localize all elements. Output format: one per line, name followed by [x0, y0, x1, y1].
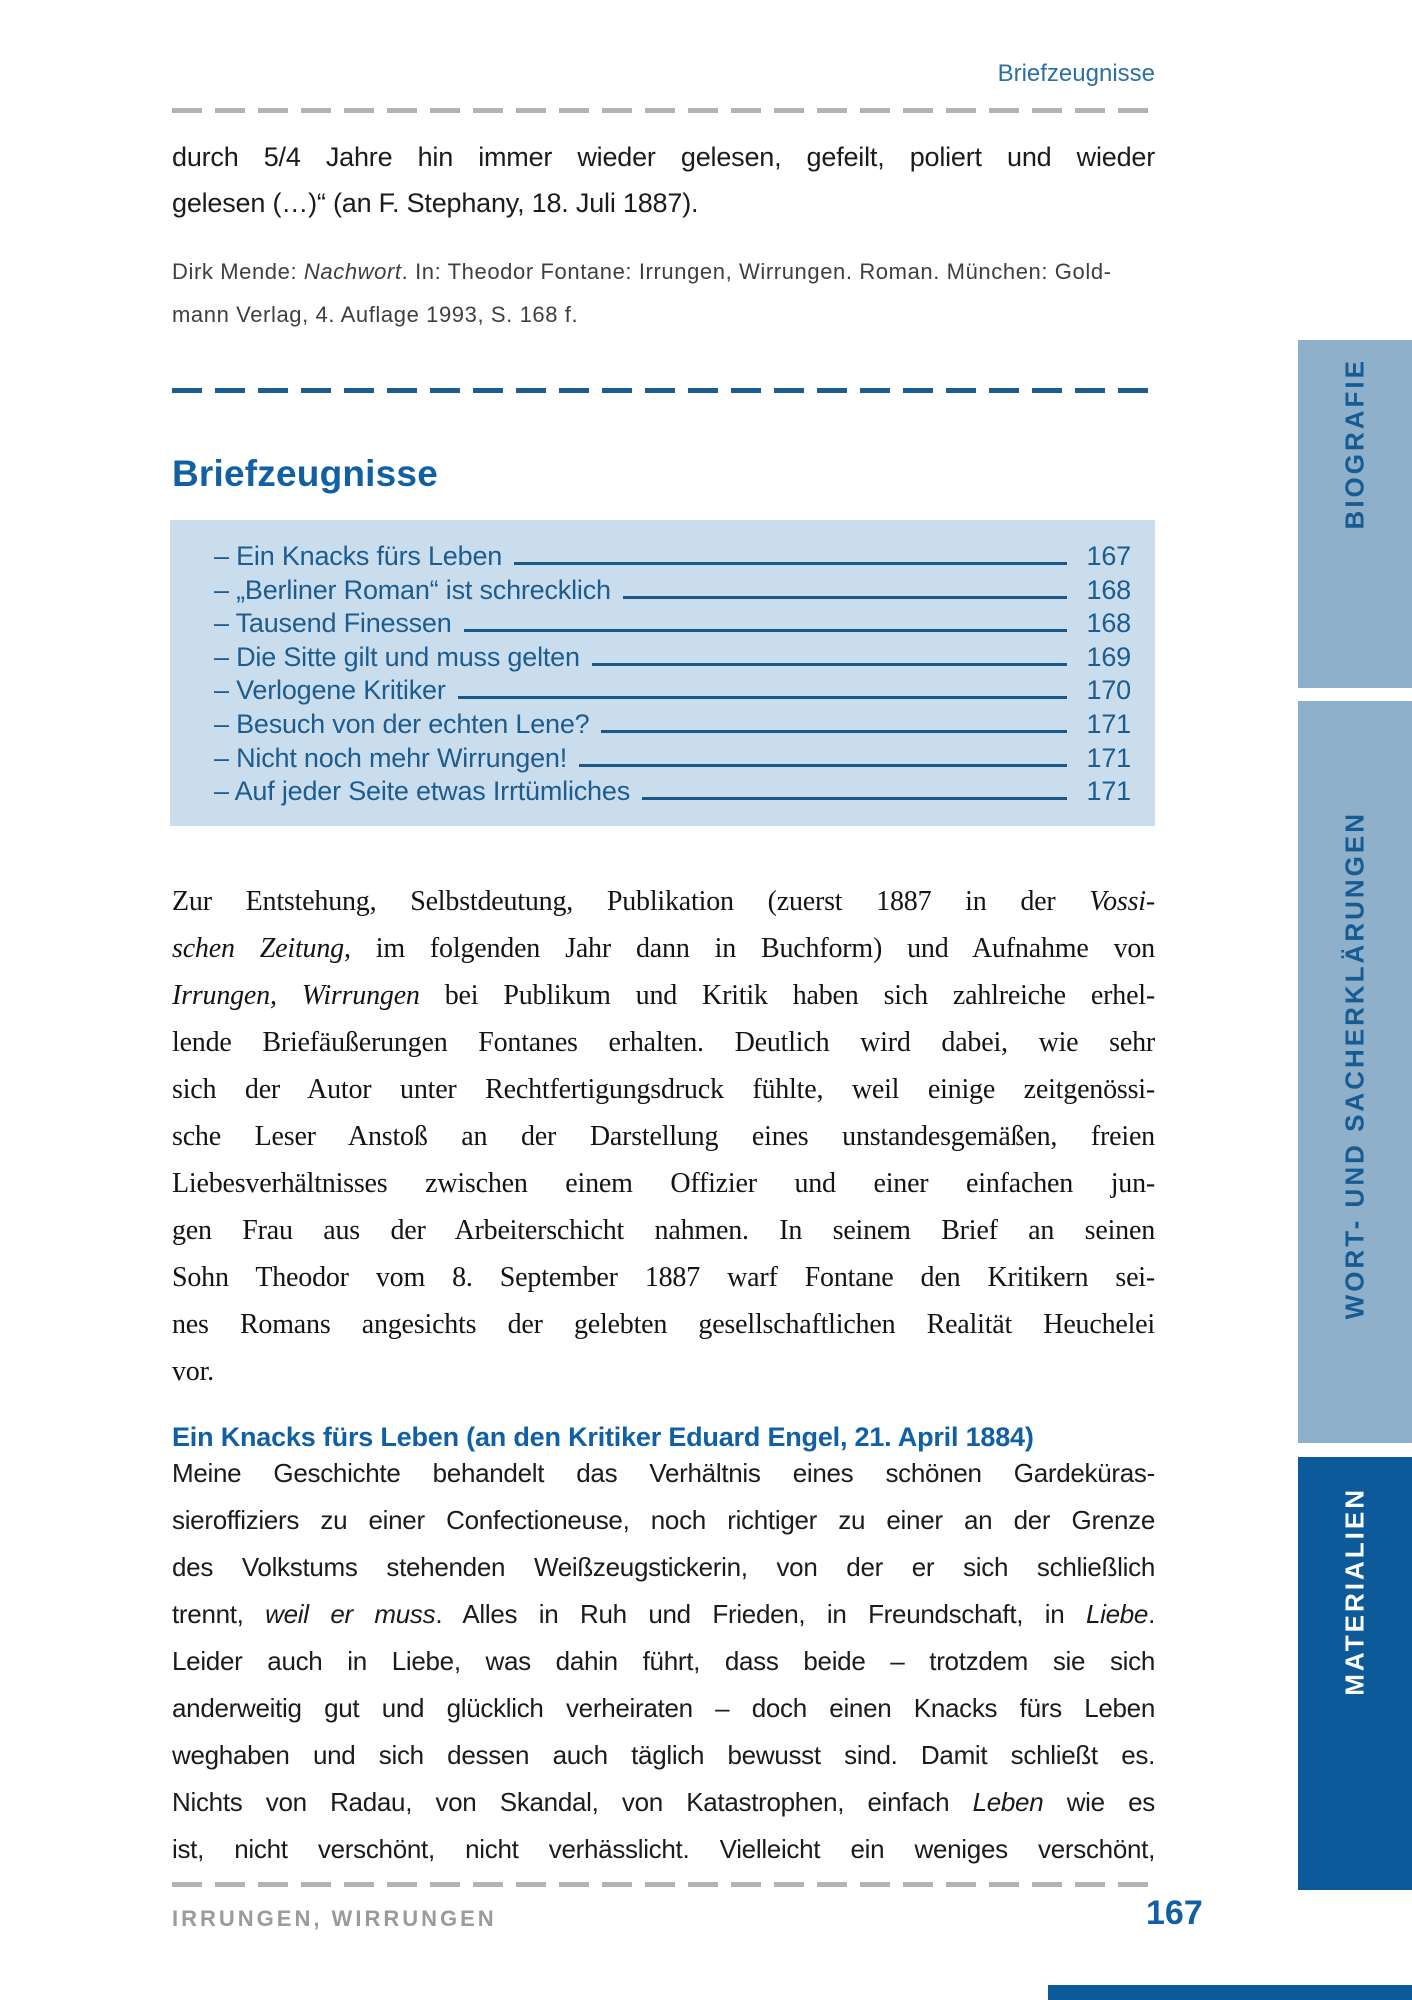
bottom-edge-bar: [1048, 1985, 1412, 2000]
text-line: Leider auch in Liebe, was dahin führt, dass beide – trotzdem sie sich: [172, 1646, 1155, 1676]
text-line: sich der Autor unter Rechtfertigungsdruck fühlte, weil einige zeitgenössi-: [172, 1074, 1155, 1105]
toc-leader-line: [592, 663, 1067, 666]
footer-page-number: 167: [1146, 1894, 1203, 1932]
text-line: vor.: [172, 1356, 214, 1387]
text-line: Nichts von Radau, von Skandal, von Katastrophen, einfach Leben wie es: [172, 1787, 1155, 1817]
toc-entry[interactable]: [214, 776, 1131, 810]
toc-entry[interactable]: [214, 709, 1131, 743]
quote-continuation-paragraph: [172, 134, 1155, 226]
text-line: Zur Entstehung, Selbstdeutung, Publikation (zuerst 1887 in der Vossi-: [172, 886, 1155, 917]
toc-entry[interactable]: [214, 575, 1131, 609]
toc-entry-page: 168: [1086, 608, 1131, 639]
text-line: anderweitig gut und glücklich verheiraten – doch einen Knacks fürs Leben: [172, 1693, 1155, 1723]
toc-entry[interactable]: [214, 608, 1131, 642]
sidebar-tab-label: MATERIALIEN: [1339, 1487, 1370, 1696]
letter-heading: Ein Knacks fürs Leben (an den Kritiker Eduard Engel, 21. April 1884): [172, 1422, 1034, 1453]
divider-dashed-bottom: [172, 1882, 1155, 1887]
footer-book-title: IRRUNGEN, WIRRUNGEN: [172, 1906, 497, 1931]
toc-entry-label: – „Berliner Roman“ ist schrecklich: [214, 574, 611, 605]
toc-entry-label: – Verlogene Kritiker: [214, 675, 446, 706]
toc-entry-label: – Die Sitte gilt und muss gelten: [214, 641, 580, 672]
sidebar-tab-label: WORT- UND SACHERKLÄRUNGEN: [1339, 811, 1370, 1320]
text-line: Meine Geschichte behandelt das Verhältnis eines schönen Gardeküras-: [172, 1458, 1155, 1488]
toc-entry-page: 171: [1086, 776, 1131, 807]
divider-dashed-top: [172, 108, 1155, 113]
text-line: durch 5/4 Jahre hin immer wieder gelesen, gefeilt, poliert und wieder: [172, 142, 1155, 172]
sidebar-tab-wort-und-sacherklaerungen[interactable]: [1298, 701, 1412, 1443]
running-head: Briefzeugnisse: [997, 60, 1155, 87]
text-line: lende Briefäußerungen Fontanes erhalten. Deutlich wird dabei, wie sehr: [172, 1027, 1155, 1058]
toc-entry-page: 168: [1086, 574, 1131, 605]
intro-paragraph: [172, 878, 1155, 1395]
text-line: gen Frau aus der Arbeiterschicht nahmen. In seinem Brief an seinen: [172, 1215, 1155, 1246]
sidebar-tab-label: BIOGRAFIE: [1339, 358, 1370, 530]
text-line: sieroffiziers zu einer Confectioneuse, noch richtiger zu einer an der Grenze: [172, 1505, 1155, 1535]
letter-body-paragraph: [172, 1450, 1155, 1873]
toc-leader-line: [642, 797, 1067, 800]
toc-entry-page: 171: [1086, 742, 1131, 773]
text-line: trennt, weil er muss. Alles in Ruh und Frieden, in Freundschaft, in Liebe.: [172, 1599, 1155, 1629]
text-line: Liebesverhältnisses zwischen einem Offizier und einer einfachen jun-: [172, 1168, 1155, 1199]
toc-entry-page: 171: [1086, 708, 1131, 739]
text-line: Sohn Theodor vom 8. September 1887 warf Fontane den Kritikern sei-: [172, 1262, 1155, 1293]
text-line: ist, nicht verschönt, nicht verhässlicht. Vielleicht ein weniges verschönt,: [172, 1834, 1155, 1864]
toc-leader-line: [623, 596, 1067, 599]
text-line: schen Zeitung, im folgenden Jahr dann in Buchform) und Aufnahme von: [172, 933, 1155, 964]
toc-entry[interactable]: [214, 675, 1131, 709]
sidebar-tab-biografie[interactable]: [1298, 340, 1412, 688]
text-line: mann Verlag, 4. Auflage 1993, S. 168 f.: [172, 302, 579, 327]
text-line: nes Romans angesichts der gelebten gesellschaftlichen Realität Heuchelei: [172, 1309, 1155, 1340]
section-title: Briefzeugnisse: [172, 452, 438, 494]
text-line: weghaben und sich dessen auch täglich bewusst sind. Damit schließt es.: [172, 1740, 1155, 1770]
text-line: Dirk Mende: Nachwort. In: Theodor Fontane: Irrungen, Wirrungen. Roman. München: Gold-: [172, 259, 1112, 284]
toc-leader-line: [601, 730, 1067, 733]
toc-leader-line: [458, 696, 1067, 699]
text-line: sche Leser Anstoß an der Darstellung eines unstandesgemäßen, freien: [172, 1121, 1155, 1152]
toc-entry-label: – Ein Knacks fürs Leben: [214, 541, 503, 571]
text-line: gelesen (…)“ (an F. Stephany, 18. Juli 1887).: [172, 188, 699, 218]
toc-leader-line: [464, 629, 1067, 632]
toc-entry-label: – Besuch von der echten Lene?: [214, 708, 590, 739]
sidebar-tab-materialien[interactable]: [1298, 1457, 1412, 1890]
toc-entry-label: – Nicht noch mehr Wirrungen!: [214, 742, 568, 773]
toc-entry[interactable]: [214, 642, 1131, 676]
toc-leader-line: [514, 562, 1067, 565]
toc-entry-page: 170: [1086, 675, 1131, 706]
toc-entry-page: 169: [1086, 641, 1131, 672]
toc-entry-label: – Auf jeder Seite etwas Irrtümliches: [214, 776, 630, 807]
toc-entry-page: 167: [1086, 541, 1131, 571]
text-line: Irrungen, Wirrungen bei Publikum und Kritik haben sich zahlreiche erhel-: [172, 980, 1155, 1011]
letters-toc-box: [170, 520, 1155, 826]
toc-entry[interactable]: [214, 743, 1131, 777]
text-line: des Volkstums stehenden Weißzeugstickerin, von der er sich schließlich: [172, 1552, 1155, 1582]
toc-entry[interactable]: [214, 541, 1131, 575]
toc-leader-line: [579, 764, 1067, 767]
source-citation: [172, 250, 1155, 336]
divider-dashed-blue: [172, 388, 1155, 393]
toc-entry-label: – Tausend Finessen: [214, 608, 452, 639]
